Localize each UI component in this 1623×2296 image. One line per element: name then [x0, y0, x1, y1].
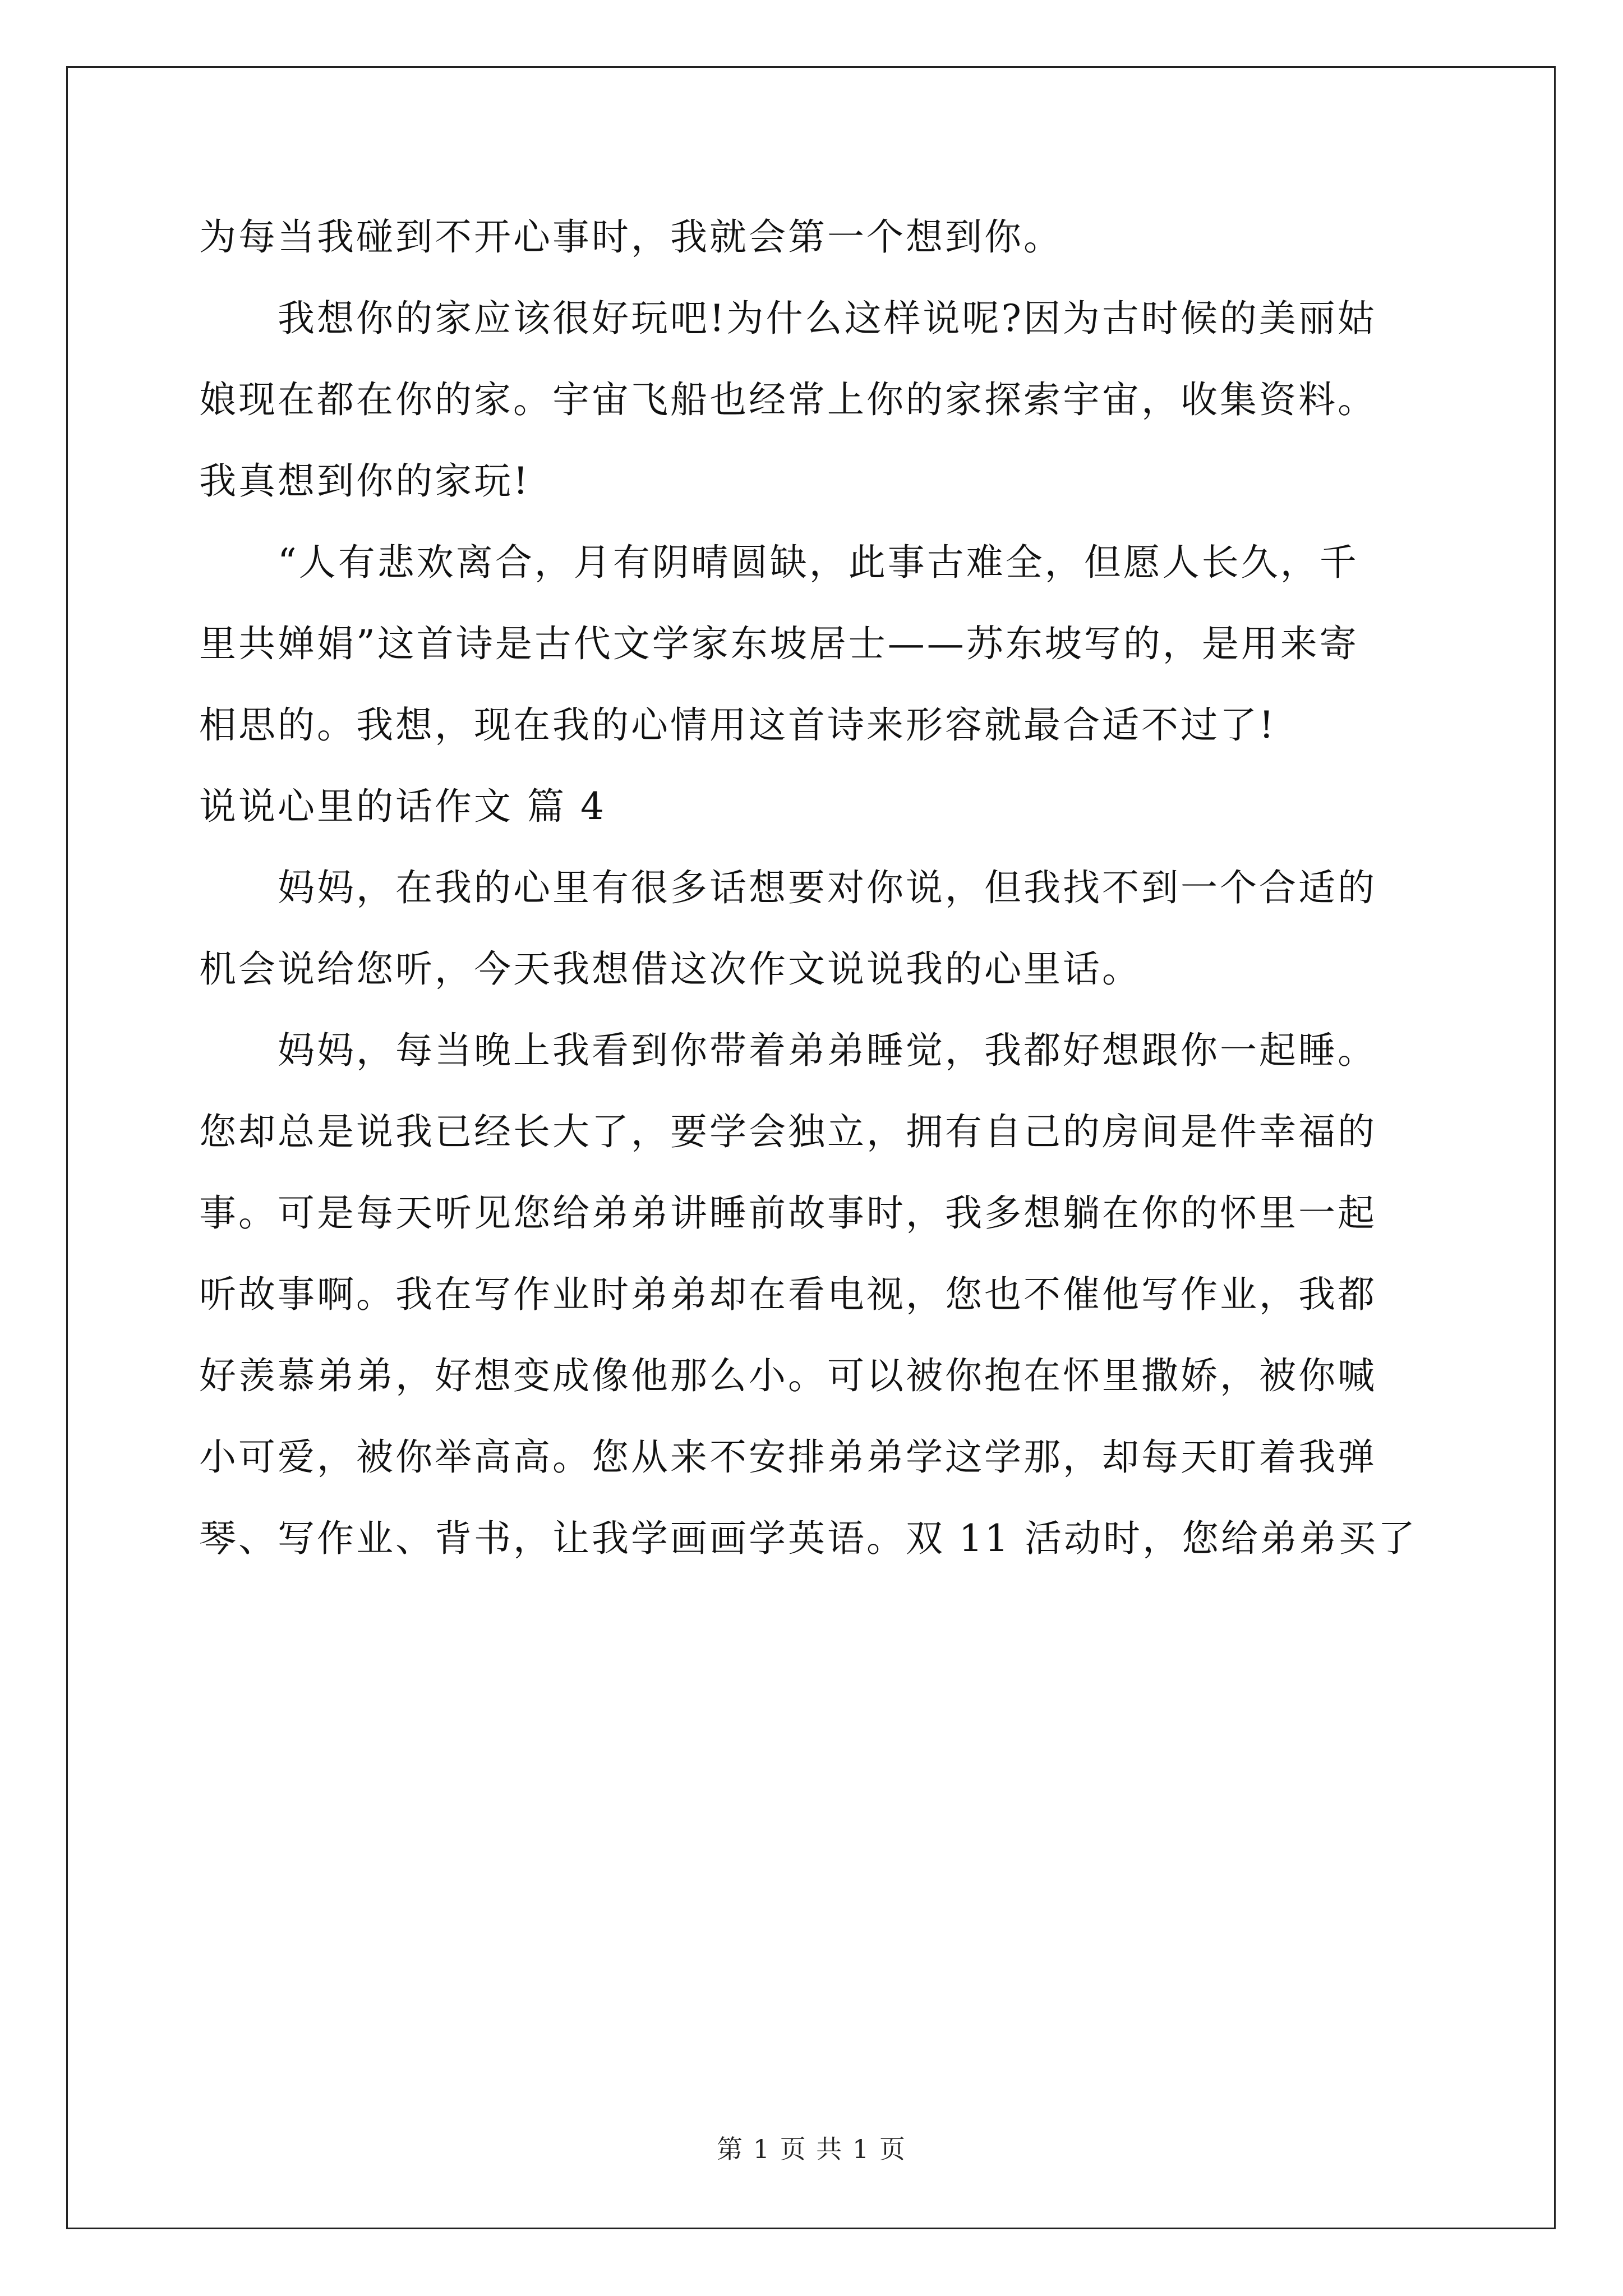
section-heading: 说说心里的话作文 篇 4: [199, 785, 606, 828]
text-line: 妈妈，在我的心里有很多话想要对你说，但我找不到一个合适的: [278, 866, 1377, 909]
text-line: “人有悲欢离合，月有阴晴圆缺，此事古难全，但愿人长久，千: [278, 541, 1359, 584]
text-line: 妈妈，每当晚上我看到你带着弟弟睡觉，我都好想跟你一起睡。: [278, 1029, 1377, 1072]
text-line: 琴、写作业、背书，让我学画画学英语。双 11 活动时，您给弟弟买了: [199, 1517, 1417, 1560]
text-line: 小可爱，被你举高高。您从来不安排弟弟学这学那，却每天盯着我弹: [199, 1435, 1377, 1479]
text-line: 听故事啊。我在写作业时弟弟却在看电视，您也不催他写作业，我都: [199, 1273, 1377, 1316]
text-line: 好羡慕弟弟，好想变成像他那么小。可以被你抱在怀里撒娇，被你喊: [199, 1354, 1377, 1397]
text-line: 里共婵娟”这首诗是古代文学家东坡居士——苏东坡写的，是用来寄: [199, 622, 1359, 665]
document-body: [199, 196, 1427, 1579]
text-line: 机会说给您听，今天我想借这次作文说说我的心里话。: [199, 947, 1141, 991]
text-line: 事。可是每天听见您给弟弟讲睡前故事时，我多想躺在你的怀里一起: [199, 1191, 1377, 1235]
page-footer: 第 1 页 共 1 页: [717, 2134, 906, 2164]
text-line: 娘现在都在你的家。宇宙飞船也经常上你的家探索宇宙，收集资料。: [199, 378, 1377, 421]
text-line: 我想你的家应该很好玩吧!为什么这样说呢?因为古时候的美丽姑: [278, 297, 1377, 340]
text-line: 我真想到你的家玩!: [199, 459, 531, 503]
text-line: 相思的。我想，现在我的心情用这首诗来形容就最合适不过了!: [199, 703, 1276, 747]
text-line: 为每当我碰到不开心事时，我就会第一个想到你。: [199, 215, 1063, 259]
text-line: 您却总是说我已经长大了，要学会独立，拥有自己的房间是件幸福的: [199, 1110, 1377, 1153]
